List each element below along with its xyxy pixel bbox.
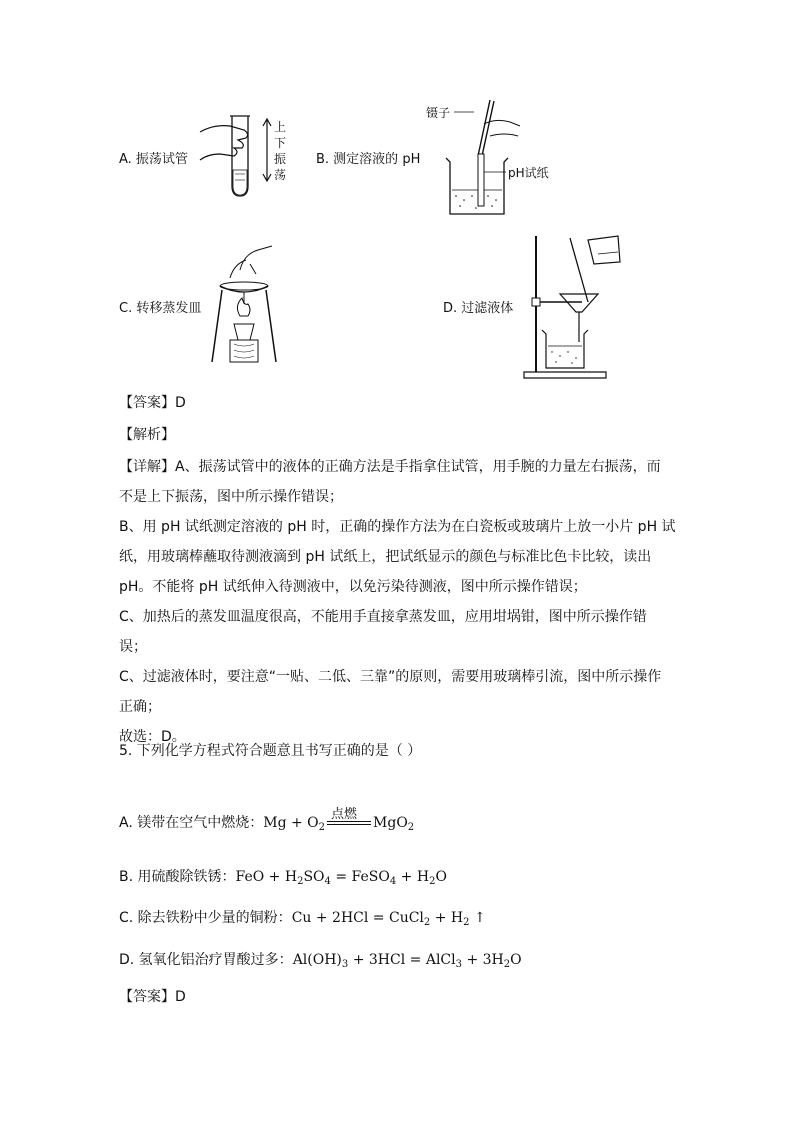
double-arrow-icon	[262, 118, 272, 182]
equation-a-right: MgO$_2$	[373, 815, 415, 833]
reaction-condition	[327, 807, 371, 825]
equation-a-left: $Mg + O_2$	[263, 815, 326, 833]
option-c-label: C. 转移蒸发皿	[119, 301, 202, 316]
q5-stem: 5. 下列化学方程式符合题意且书写正确的是（ ）	[119, 743, 422, 759]
q4-answer: 【答案】D	[119, 395, 186, 411]
equation-b: FeO + $H_2SO_4$ = FeSO$_4$ + $H_2O$	[235, 869, 447, 887]
q5-option-b-prefix: B. 用硫酸除铁锈：	[119, 869, 236, 885]
q5-answer: 【答案】D	[119, 989, 186, 1005]
detail-line: C、过滤液体时，要注意“一贴、二低、三靠”的原则，需要用玻璃棒引流，图中所示操作	[119, 669, 662, 685]
equation-d: $Al(OH)_3 + 3HCl$ = AlCl$_3$ + $3H_2O$	[292, 952, 522, 970]
detail-line: C、加热后的蒸发皿温度很高，不能用手直接拿蒸发皿，应用坩埚钳，图中所示操作错	[119, 609, 647, 625]
tweezers-label: 镊子	[426, 106, 451, 120]
arrow-char-1: 上	[274, 120, 287, 134]
arrow-char-3: 振	[274, 152, 287, 166]
detail-line: 故选：D。	[119, 729, 186, 745]
q5-option-a-prefix: A. 镁带在空气中燃烧：	[119, 815, 264, 831]
option-a-label: A. 振荡试管	[119, 152, 188, 167]
detail-line: 不是上下振荡，图中所示操作错误；	[119, 489, 343, 505]
arrow-char-2: 下	[274, 136, 287, 150]
q4-analysis-heading: 【解析】	[119, 427, 175, 443]
q5-option-d-prefix: D. 氢氧化铝治疗胃酸过多：	[119, 952, 293, 968]
option-b-label: B. 测定溶液的 pH	[316, 152, 421, 167]
condition-text: 点燃	[331, 807, 358, 822]
q4-detail	[119, 452, 679, 752]
q5-option-b	[119, 866, 447, 887]
q5-option-c	[119, 907, 486, 928]
q5-option-a	[119, 807, 415, 833]
detail-line: pH。不能将 pH 试纸伸入待测液中，以免污染待测液，图中所示操作错误；	[119, 579, 587, 595]
equation-c: Cu + 2HCl = CuCl$_2$ + $H_2$ ↑	[291, 910, 486, 928]
ph-paper-label: pH试纸	[508, 166, 549, 180]
test-tube-shaking-illustration	[200, 112, 270, 204]
evaporating-dish-illustration	[210, 244, 278, 366]
q5-option-d	[119, 949, 522, 970]
arrow-char-4: 荡	[274, 168, 287, 182]
detail-line: B、用 pH 试纸测定溶液的 pH 时，正确的操作方法为在白瓷板或玻璃片上放一小片 pH 试	[119, 519, 676, 535]
detail-line: 【详解】A、振荡试管中的液体的正确方法是手指拿住试管，用手腕的力量左右振荡，而	[119, 459, 661, 475]
detail-line: 正确；	[119, 699, 161, 715]
option-d-label: D. 过滤液体	[443, 301, 514, 316]
q5-option-c-prefix: C. 除去铁粉中少量的铜粉：	[119, 910, 292, 926]
detail-line: 纸，用玻璃棒蘸取待测液滴到 pH 试纸上，把试纸显示的颜色与标准比色卡比较，读出	[119, 549, 652, 565]
filtration-illustration	[522, 232, 632, 380]
detail-line: 误；	[119, 639, 147, 655]
ph-measurement-illustration	[440, 96, 530, 220]
